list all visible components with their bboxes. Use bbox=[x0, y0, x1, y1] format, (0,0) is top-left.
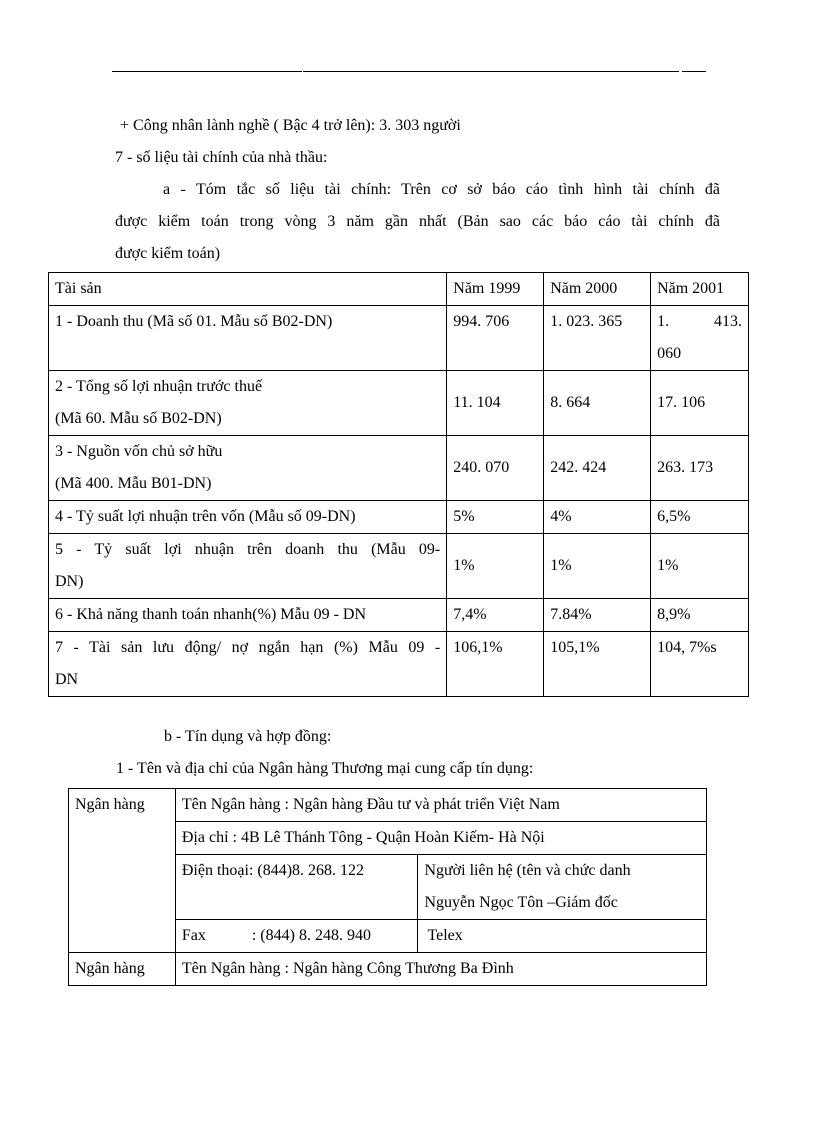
value-2001-cont: 060 bbox=[657, 345, 682, 362]
bank2-label: Ngân hàng bbox=[75, 960, 145, 977]
header-rule-right bbox=[682, 71, 706, 72]
bank2-name: Tên Ngân hàng : Ngân hàng Công Thương Ba Đình bbox=[181, 960, 514, 977]
row-label: 4 - Tỷ suất lợi nhuận trên vốn (Mẫu số 09-DN) bbox=[55, 508, 356, 525]
header-cell-1999: Năm 1999 bbox=[447, 273, 544, 306]
value-2000: 242. 424 bbox=[550, 459, 607, 476]
value-2000: 1% bbox=[550, 557, 572, 574]
row-label: 7 - Tài sản lưu động/ nợ ngắn hạn (%) Mẫu 09 - bbox=[55, 639, 441, 656]
value-2000: 105,1% bbox=[550, 639, 600, 656]
value-1999: 1% bbox=[453, 557, 475, 574]
bank1-telex: Telex bbox=[427, 927, 463, 944]
table-row bbox=[49, 501, 749, 534]
value-2001: 1. 413. bbox=[657, 313, 742, 330]
bank1-fax bbox=[176, 920, 418, 952]
bank1-contact-line-1: Người liên hệ (tên và chức danh bbox=[424, 862, 631, 879]
value-2000: 7.84% bbox=[550, 606, 592, 623]
value-1999: 7,4% bbox=[453, 606, 487, 623]
row-label: 1 - Doanh thu (Mã số 01. Mẫu số B02-DN) bbox=[55, 313, 333, 330]
value-2001: 263. 173 bbox=[657, 459, 714, 476]
bank1-fax-value: : (844) 8. 248. 940 bbox=[251, 927, 371, 944]
workers-line: + Công nhân lành nghề ( Bậc 4 trở lên): 3. 303 người bbox=[120, 117, 461, 134]
bank1-contact-line-2: Nguyễn Ngọc Tôn –Giám đốc bbox=[424, 894, 618, 911]
row-label: 3 - Nguồn vốn chủ sở hữu bbox=[55, 443, 223, 460]
table-row bbox=[49, 632, 749, 697]
row-label-sub: DN bbox=[55, 671, 79, 688]
header-rule-middle bbox=[303, 71, 679, 72]
value-2001: 6,5% bbox=[657, 508, 691, 525]
bank-table bbox=[68, 788, 707, 986]
value-1999: 240. 070 bbox=[453, 459, 510, 476]
row-label: 5 - Tỷ suất lợi nhuận trên doanh thu (Mẫu 09- bbox=[55, 541, 441, 558]
table-row bbox=[49, 436, 749, 501]
bank1-fax-label: Fax bbox=[181, 927, 206, 944]
header-cell-2000: Năm 2000 bbox=[544, 273, 651, 306]
section-b-title: b - Tín dụng và hợp đồng: bbox=[164, 728, 332, 745]
table-row bbox=[49, 599, 749, 632]
para-a-line-3: được kiểm toán) bbox=[115, 245, 221, 262]
para-a-line-1: a - Tóm tắc số liệu tài chính: Trên cơ sở báo cáo tình hình tài chính đã bbox=[163, 181, 720, 198]
header-cell-assets: Tài sản bbox=[49, 273, 447, 306]
value-1999: 11. 104 bbox=[453, 394, 501, 411]
table-header-row bbox=[49, 273, 749, 306]
table-row bbox=[49, 534, 749, 599]
bank1-name: Tên Ngân hàng : Ngân hàng Đầu tư và phát triển Việt Nam bbox=[181, 796, 560, 813]
value-2001: 104, 7%s bbox=[657, 639, 717, 656]
table-row bbox=[49, 306, 749, 371]
bank1-label: Ngân hàng bbox=[75, 796, 145, 813]
bank1-address: Địa chỉ : 4B Lê Thánh Tông - Quận Hoàn Kiếm- Hà Nội bbox=[181, 829, 545, 846]
value-2001: 8,9% bbox=[657, 606, 691, 623]
row-label: 2 - Tổng số lợi nhuận trước thuế bbox=[55, 378, 263, 395]
value-2000: 4% bbox=[550, 508, 572, 525]
bank1-row-name bbox=[69, 789, 707, 822]
row-label: 6 - Khả năng thanh toán nhanh(%) Mẫu 09 - DN bbox=[55, 606, 367, 623]
financial-table bbox=[48, 272, 749, 697]
table-row bbox=[49, 371, 749, 436]
row-label-sub: DN) bbox=[55, 573, 84, 590]
header-cell-2001: Năm 2001 bbox=[651, 273, 749, 306]
value-2000: 8. 664 bbox=[550, 394, 591, 411]
para-a-line-2: được kiểm toán trong vòng 3 năm gần nhất (Bản sao các báo cáo tài chính đã bbox=[115, 213, 720, 230]
bank2-row-name bbox=[69, 953, 707, 986]
row-label-sub: (Mã 60. Mẫu số B02-DN) bbox=[55, 410, 222, 427]
section-7-title: 7 - số liệu tài chính của nhà thầu: bbox=[115, 149, 328, 166]
row-label-sub: (Mã 400. Mẫu B01-DN) bbox=[55, 475, 212, 492]
value-2001: 1% bbox=[657, 557, 679, 574]
value-1999: 106,1% bbox=[453, 639, 503, 656]
value-1999: 994. 706 bbox=[453, 313, 510, 330]
value-2001: 17. 106 bbox=[657, 394, 706, 411]
section-b-subtitle: 1 - Tên và địa chỉ của Ngân hàng Thương mại cung cấp tín dụng: bbox=[116, 760, 534, 777]
header-rule-left bbox=[112, 71, 302, 72]
value-2000: 1. 023. 365 bbox=[550, 313, 623, 330]
value-1999: 5% bbox=[453, 508, 475, 525]
bank1-phone: Điện thoại: (844)8. 268. 122 bbox=[181, 862, 365, 879]
